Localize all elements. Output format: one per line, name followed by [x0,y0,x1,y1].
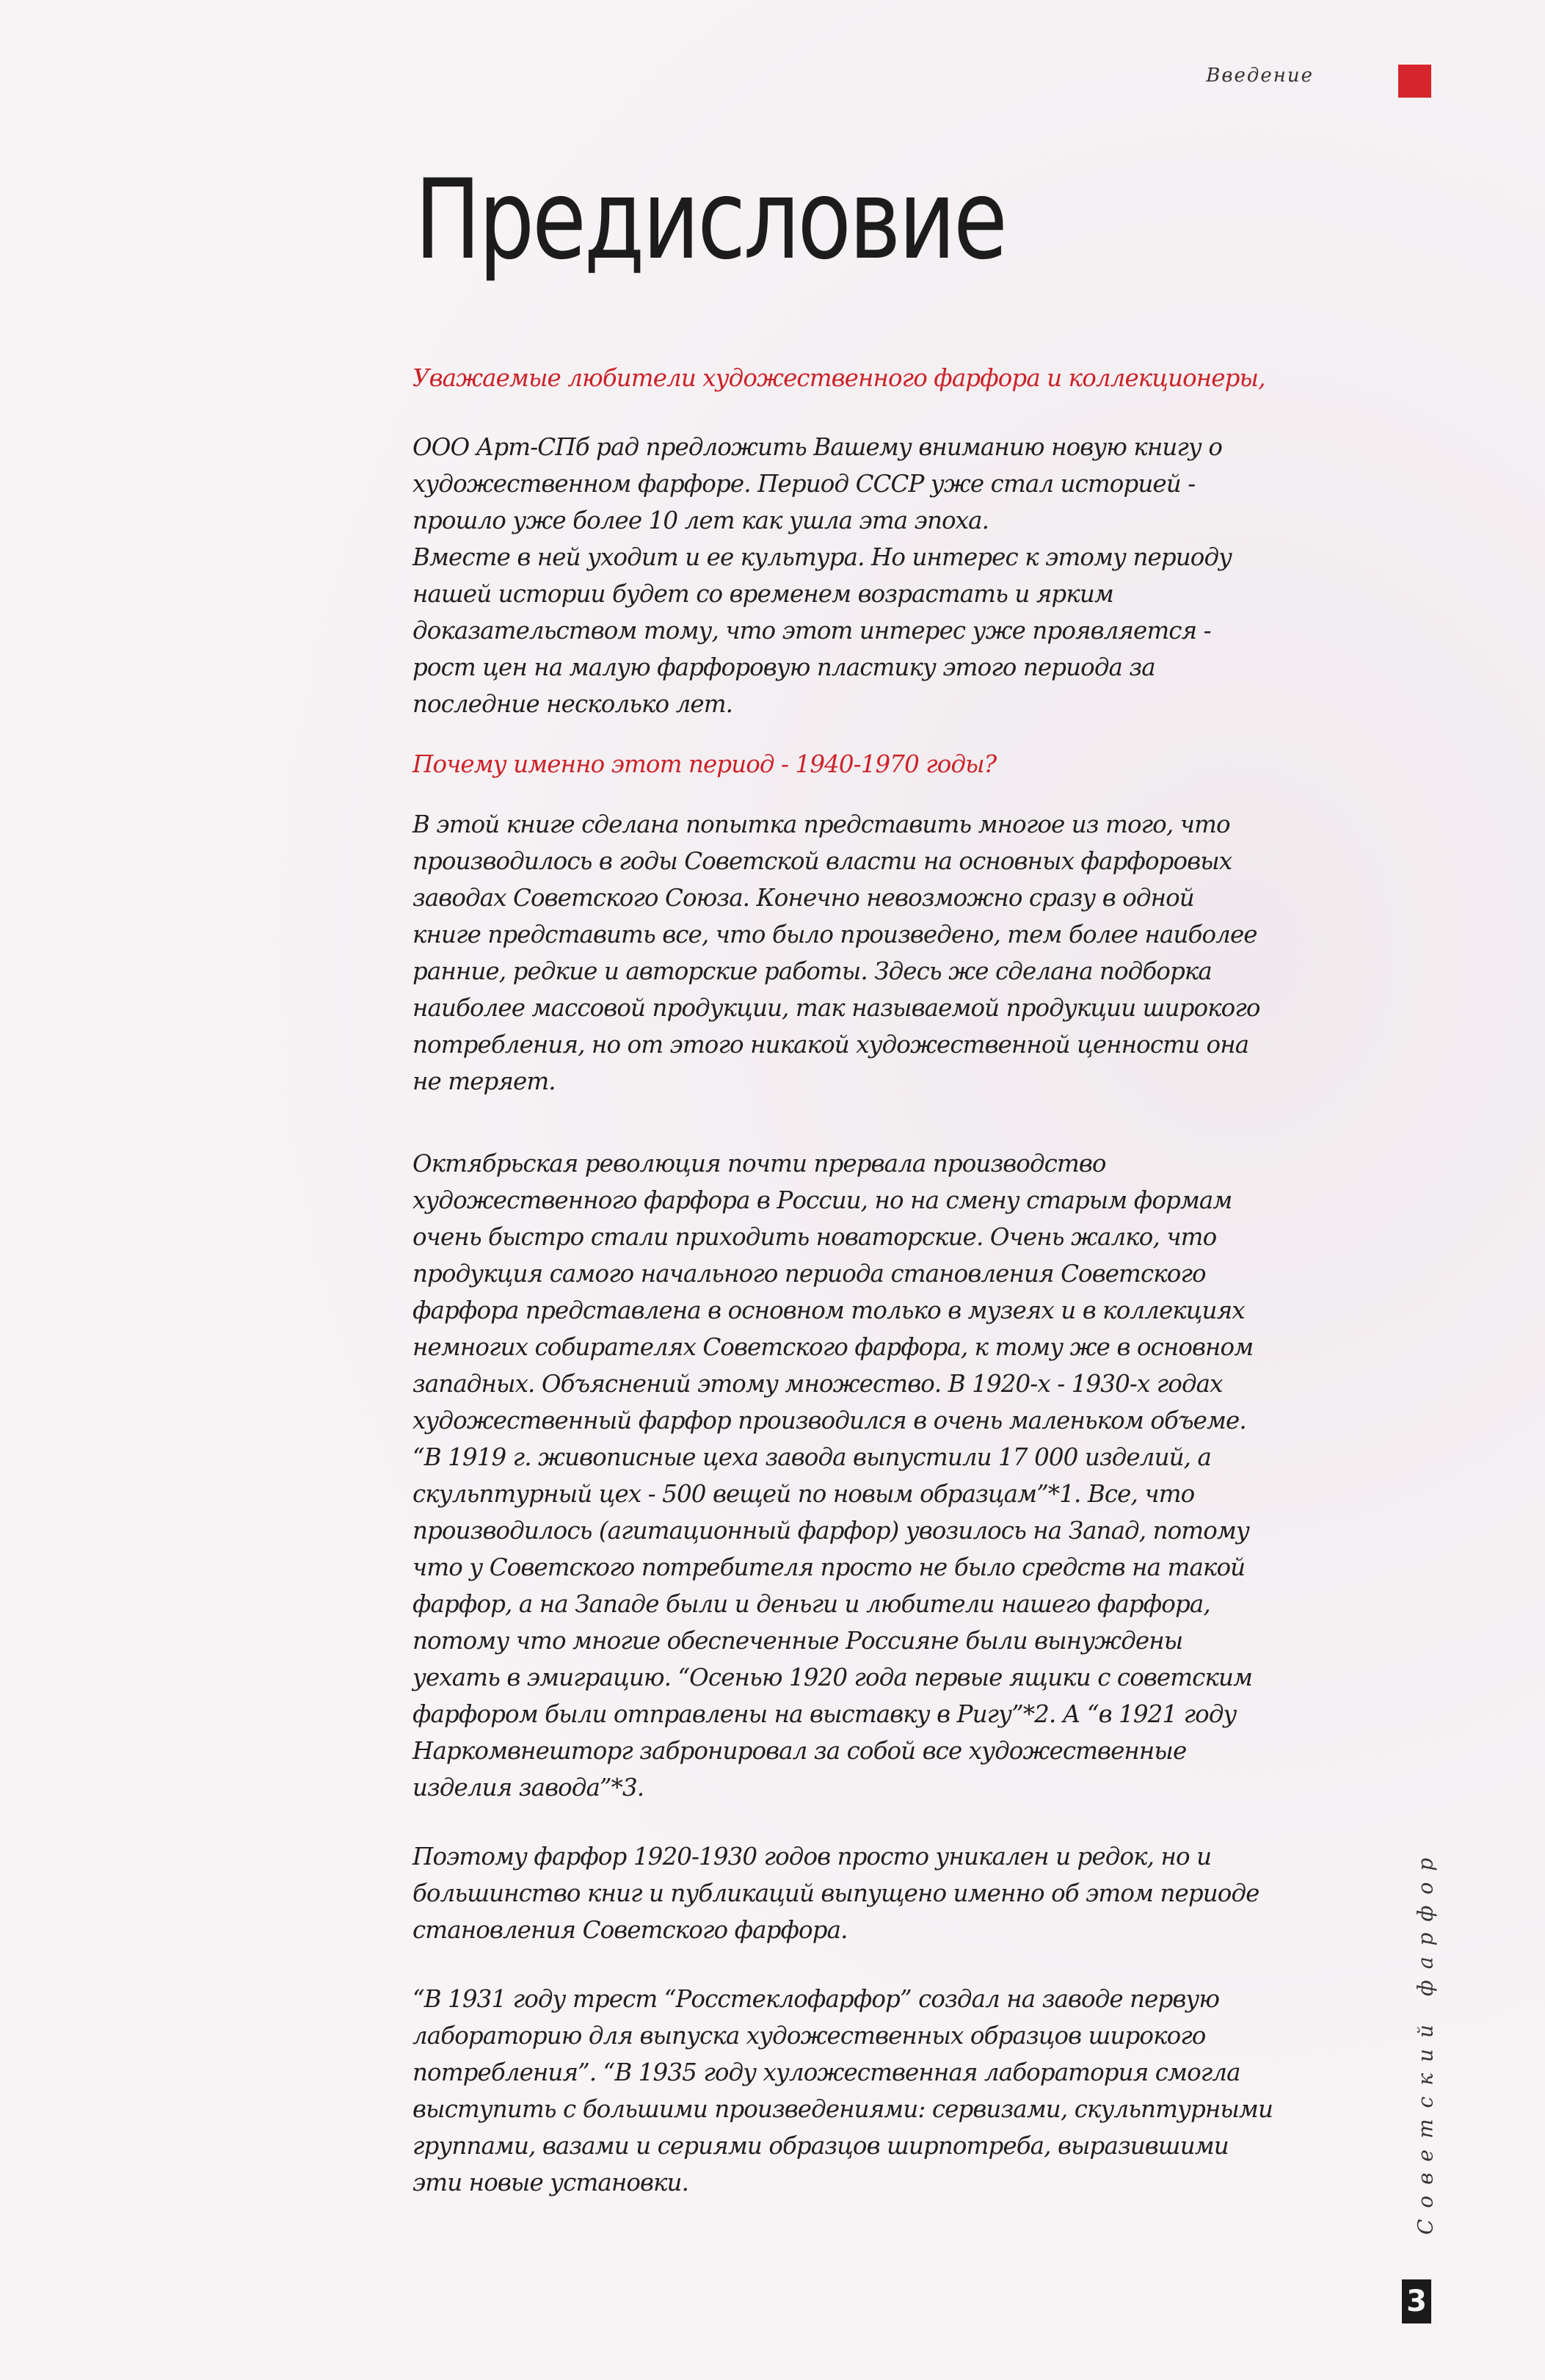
book-scope-paragraph: В этой книге сделана попытка представить многое из того, что производилось в годы Советской власти на основных фарфоровых заводах Советского Союза. Конечно невозможно сразу в одной книге представить все, что было произведено, тем более наиболее ранние, редкие и авторские работы. Здесь же сделана подборка наиболее массовой продукции, так называемой продукции широкого потребления, но от этого никакой художественной ценности она не теряет. [412,810,1260,1095]
page-number: 3 [1402,2279,1431,2323]
side-running-title [1411,1835,1440,2246]
page-title: Предисловие [415,156,1006,284]
section-marker [1398,65,1431,98]
greeting-heading: Уважаемые любители художественного фарфора и коллекционеры, [412,364,1265,392]
side-running-title-text: Советский фарфор [1413,1846,1438,2235]
rarity-paragraph: Поэтому фарфор 1920-1930 годов просто уникален и редок, но и большинство книг и публикаций выпущено именно об этом периоде становления Советского фарфора. [412,1843,1259,1944]
article-body [412,360,1315,2201]
intro-paragraph: ООО Арт-СПб рад предложить Вашему вниманию новую книгу о художественном фарфоре. Период СССР уже стал историей - прошло уже более 10 лет как ушла эта эпоха. Вместе в ней уходит и ее культура. Но интерес к этому периоду нашей истории будет со временем возрастать и ярким доказательством тому, что этот интерес уже проявляется - рост цен на малую фарфоровую пластику этого периода за последние несколько лет. [412,433,1232,718]
laboratory-paragraph: “В 1931 году трест “Росстеклофарфор” создал на заводе первую лабораторию для выпуска художественных образцов широкого потребления”. “В 1935 году хуложественная лаборатория смогла выступить с большими произведениями: сервизами, скульптурными группами, вазами и сериями образцов ширпотреба, выразившими эти новые установки. [412,1985,1273,2196]
question-heading: Почему именно этот период - 1940-1970 годы? [412,750,997,778]
revolution-paragraph: Октябрьская революция почти прервала производство художественного фарфора в России, но на смену старым формам очень быстро стали приходить новаторские. Очень жалко, что продукция самого начального периода становления Советского фарфора представлена в основном только в музеях и в коллекциях немногих собирателях Советского фарфора, к тому же в основном западных. Объяснений этому множество. В 1920-х - 1930-х годах художественный фарфор производился в очень маленьком объеме. “В 1919 г. живописные цеха завода выпустили 17 000 изделий, а скульптурный цех - 500 вещей по новым образцам”*1. Все, что производилось (агитационный фарфор) увозилось на Запад, потому что у Советского потребителя просто не было средств на такой фарфор, а на Западе были и деньги и любители нашего фарфора, потому что многие обеспеченные Россияне были вынуждены уехать в эмиграцию. “Осенью 1920 года первые ящики с советским фарфором были отправлены на выставку в Ригу”*2. А “в 1921 году Наркомвнешторг забронировал за собой все художественные изделия завода”*3. [412,1150,1254,1802]
section-label: Введение [1206,65,1314,87]
